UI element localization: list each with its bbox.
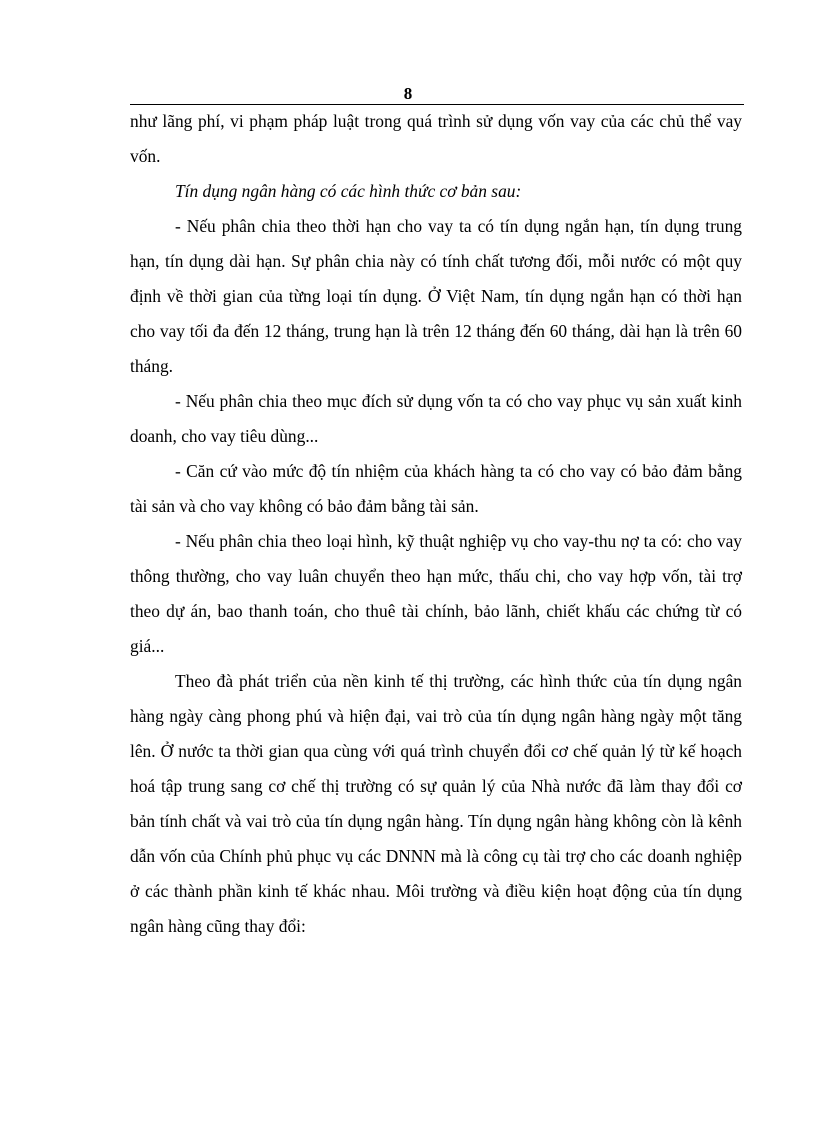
paragraph-continuation: như lãng phí, vi phạm pháp luật trong quá trình sử dụng vốn vay của các chủ thể vay vốn.	[130, 111, 742, 166]
body-text	[130, 104, 742, 944]
paragraph-by-credibility: - Căn cứ vào mức độ tín nhiệm của khách hàng ta có cho vay có bảo đảm bằng tài sản và cho vay không có bảo đảm bằng tài sản.	[130, 461, 742, 516]
paragraph-by-purpose: - Nếu phân chia theo mục đích sử dụng vốn ta có cho vay phục vụ sản xuất kinh doanh, cho vay tiêu dùng...	[130, 391, 742, 446]
paragraph-forms-heading: Tín dụng ngân hàng có các hình thức cơ bản sau:	[175, 181, 522, 201]
page-number: 8	[403, 84, 413, 103]
paragraph-development: Theo đà phát triển của nền kinh tế thị trường, các hình thức của tín dụng ngân hàng ngày càng phong phú và hiện đại, vai trò của tín dụng ngân hàng ngày một tăng lên. Ở nước ta thời gian qua cùng với quá trình chuyển đổi cơ chế quản lý từ kế hoạch hoá tập trung sang cơ chế thị trường có sự quản lý của Nhà nước đã làm thay đổi cơ bản tính chất và vai trò của tín dụng ngân hàng. Tín dụng ngân hàng không còn là kênh dẫn vốn của Chính phủ phục vụ các DNNN mà là công cụ tài trợ cho các doanh nghiệp ở các thành phần kinh tế khác nhau. Môi trường và điều kiện hoạt động của tín dụng ngân hàng cũng thay đổi:	[130, 671, 742, 936]
paragraph-by-technique: - Nếu phân chia theo loại hình, kỹ thuật nghiệp vụ cho vay-thu nợ ta có: cho vay thông thường, cho vay luân chuyển theo hạn mức, thấu chi, cho vay hợp vốn, tài trợ theo dự án, bao thanh toán, cho thuê tài chính, bảo lãnh, chiết khấu các chứng từ có giá...	[130, 531, 742, 656]
paragraph-by-term: - Nếu phân chia theo thời hạn cho vay ta có tín dụng ngắn hạn, tín dụng trung hạn, tín dụng dài hạn. Sự phân chia này có tính chất tương đối, mỗi nước có một quy định về thời gian của từng loại tín dụng. Ở Việt Nam, tín dụng ngắn hạn có thời hạn cho vay tối đa đến 12 tháng, trung hạn là trên 12 tháng đến 60 tháng, dài hạn là trên 60 tháng.	[130, 216, 742, 376]
